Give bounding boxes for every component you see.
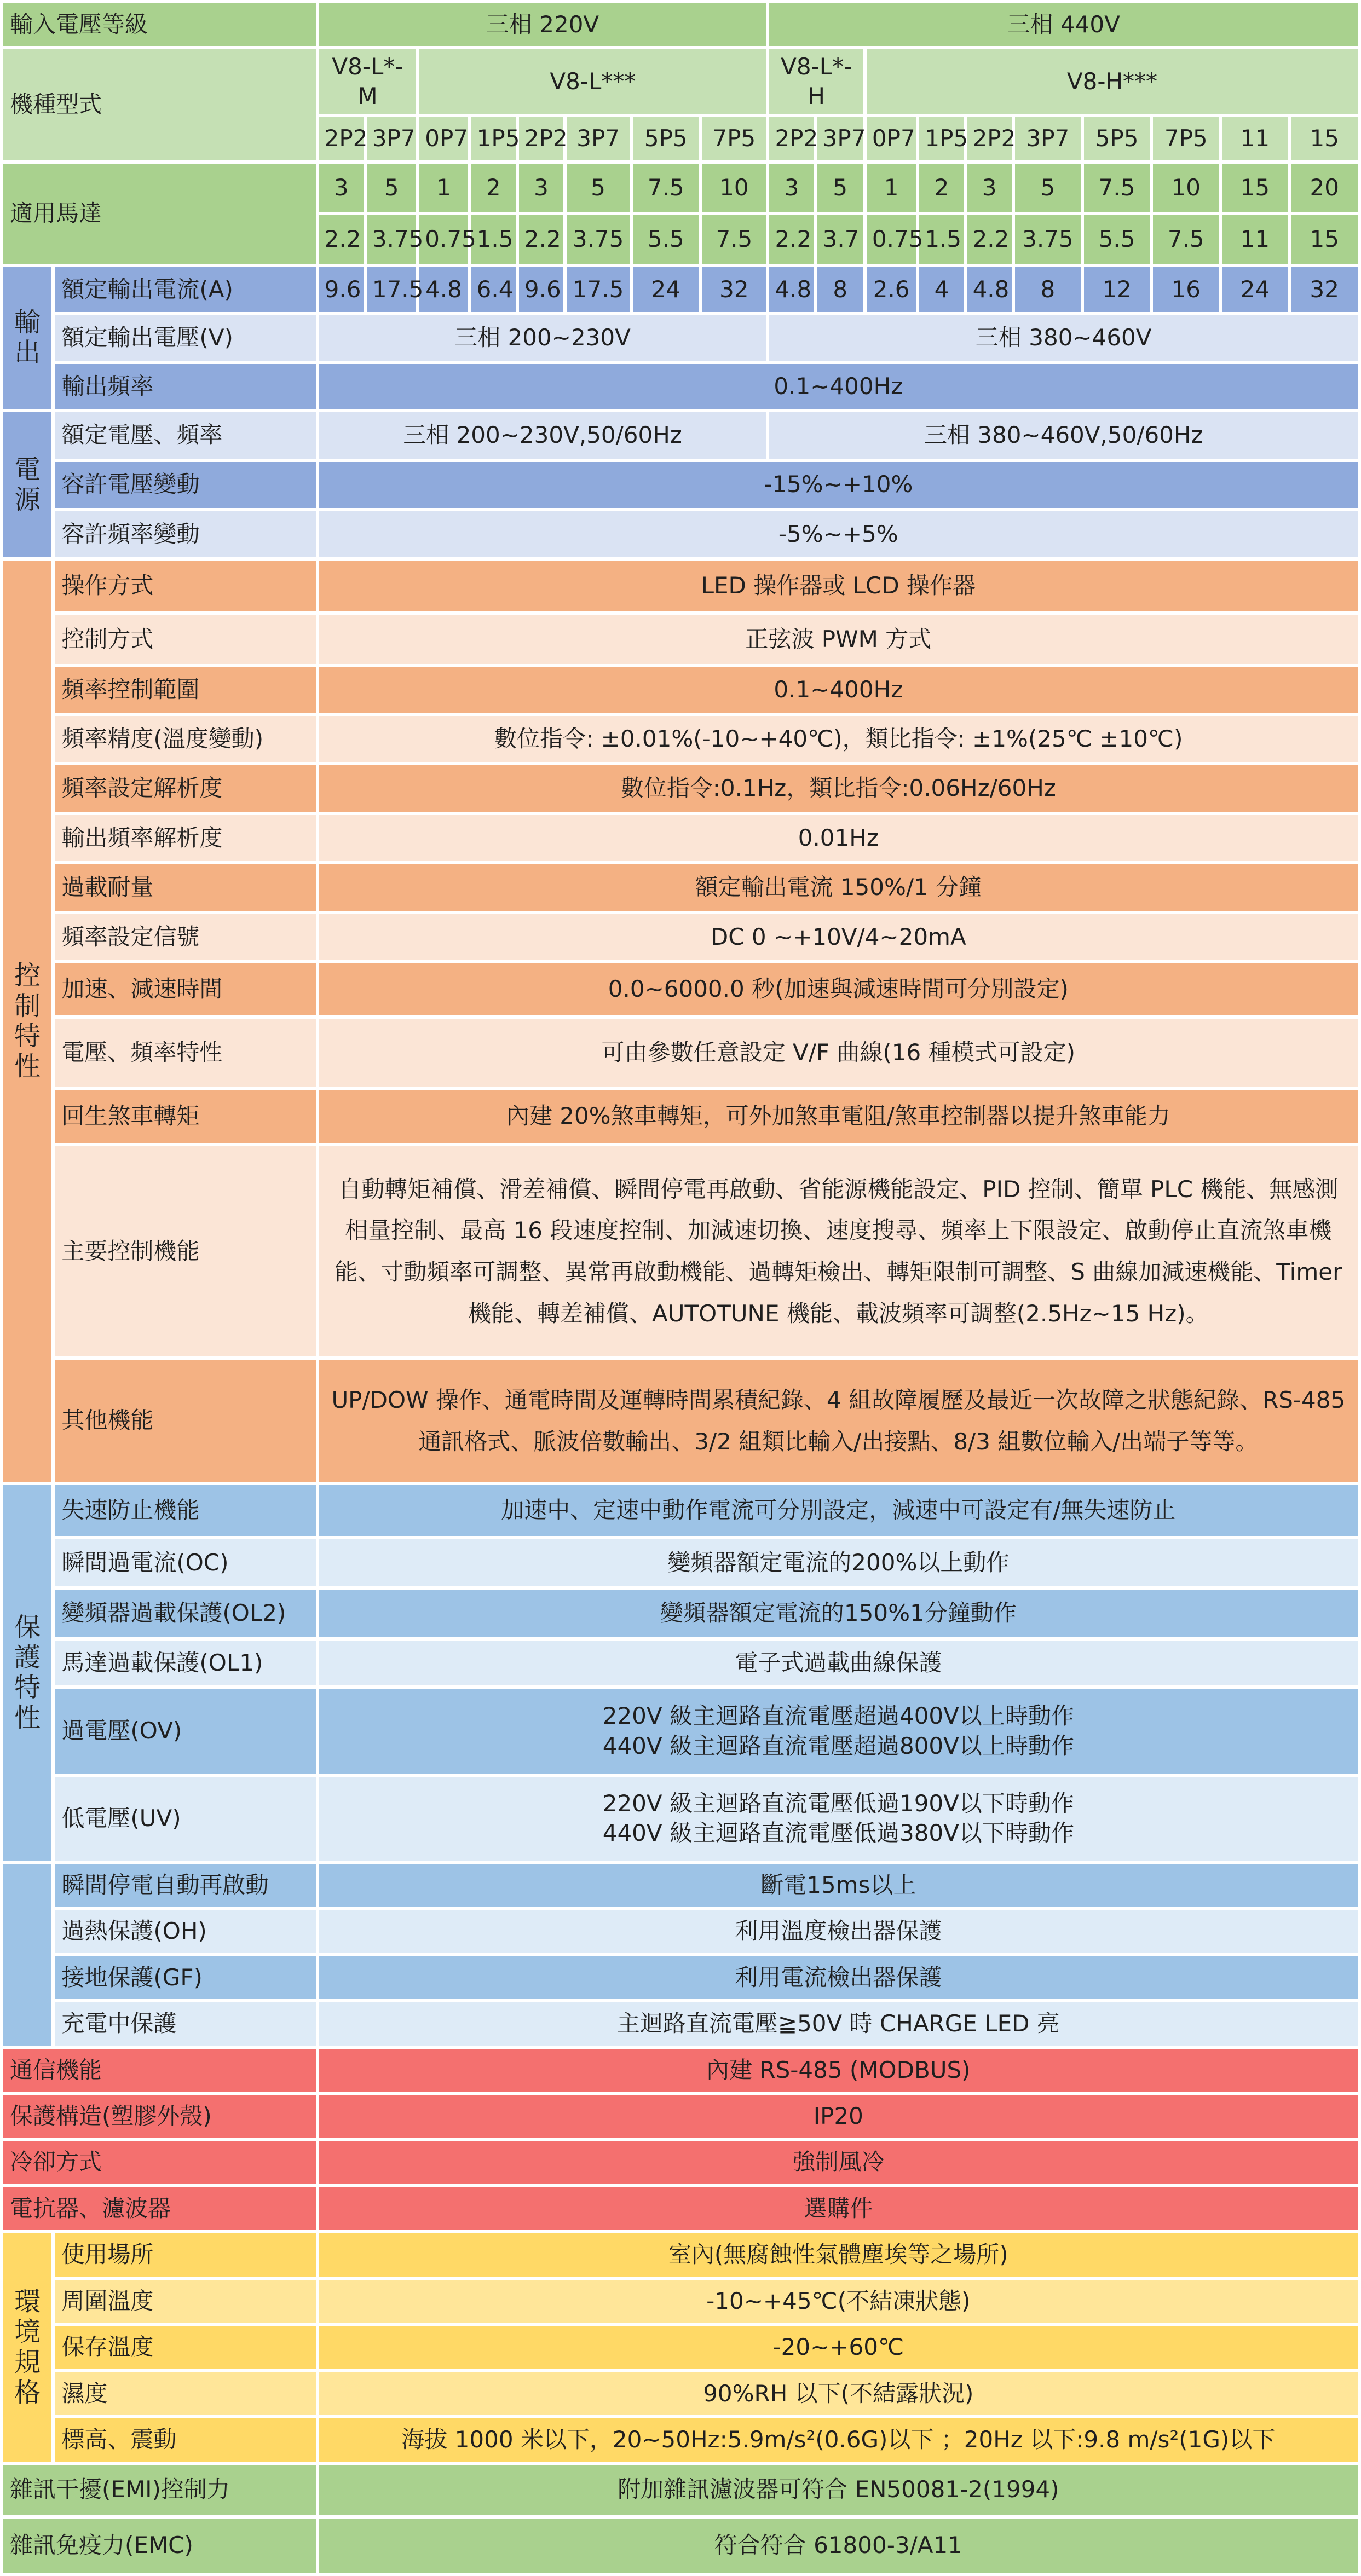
power-freq-var-value: -5%~+5% [318,510,1359,559]
output-current-label: 額定輸出電流(A) [53,265,317,314]
control-label: 過載耐量 [53,863,317,912]
hp-cell: 3 [966,162,1013,213]
kw-cell: 2.2 [318,213,365,265]
protection-row [2,1775,1359,1862]
emc-value: 符合符合 61800-3/A11 [318,2517,1359,2574]
protection-row [2,1639,1359,1687]
emi-value: 附加雜訊濾波器可符合 EN50081-2(1994) [318,2463,1359,2517]
misc-value: 選購件 [318,2186,1359,2232]
control-value: UP/DOW 操作、通電時間及運轉時間累積紀錄、4 組故障履歷及最近一次故障之狀態紀錄、RS-485 通訊格式、脈波倍數輸出、3/2 組類比輸入/出接點、8/3 組數位輸入/出端子等等。 [318,1358,1359,1483]
kw-cell: 15 [1290,213,1359,265]
protection2-value: 利用溫度檢出器保護 [318,1908,1359,1954]
model-cell: 5P5 [631,115,700,161]
environment-label: 使用場所 [53,2232,317,2278]
uv-220-line: 220V 級主迴路直流電壓低過190V以下時動作 [602,1789,1074,1817]
power-rated-220: 三相 200~230V,50/60Hz [318,411,768,460]
power-volt-var-row [2,460,1359,510]
model-cell: 11 [1220,115,1289,161]
control-row [2,1358,1359,1483]
misc-value: 強制風冷 [318,2139,1359,2185]
protection2-row [2,1862,1359,1908]
hp-cell: 1 [865,162,918,213]
model-cell: 0P7 [418,115,469,161]
hp-cell: 5 [565,162,631,213]
hp-cell: 3 [318,162,365,213]
hp-cell: 5 [1013,162,1082,213]
current-cell: 4 [918,265,965,314]
environment-row [2,2371,1359,2417]
voltage-220-header: 三相 220V [318,2,768,48]
protection2-label: 充電中保護 [53,2001,317,2047]
current-cell: 24 [1220,265,1289,314]
hp-cell: 2 [918,162,965,213]
environment-label: 濕度 [53,2371,317,2417]
environment-value: 90%RH 以下(不結露狀況) [318,2371,1359,2417]
control-value: 額定輸出電流 150%/1 分鐘 [318,863,1359,912]
control-row [2,1088,1359,1145]
current-cell: 8 [816,265,865,314]
current-cell: 24 [631,265,700,314]
kw-cell: 0.75 [418,213,469,265]
environment-row [2,2417,1359,2463]
control-row [2,863,1359,912]
environment-row [2,2278,1359,2324]
protection-value-multi [318,1687,1359,1775]
control-row [2,962,1359,1017]
control-row [2,714,1359,764]
kw-cell: 1.5 [470,213,517,265]
hp-cell: 5 [365,162,418,213]
environment-value: 室內(無腐蝕性氣體塵埃等之場所) [318,2232,1359,2278]
voltage-440-header: 三相 440V [768,2,1359,48]
environment-section-label: 環境規格 [2,2232,53,2463]
misc-value: IP20 [318,2093,1359,2139]
protection-section-label: 保護特性 [2,1483,53,1862]
model-cell: 15 [1290,115,1359,161]
series-cell: V8-H*** [865,48,1359,115]
output-voltage-label: 額定輸出電壓(V) [53,314,317,362]
ov-440-line: 440V 級主迴路直流電壓超過800V以上時動作 [602,1732,1074,1759]
kw-cell: 5.5 [1082,213,1151,265]
environment-row [2,2232,1359,2278]
current-cell: 4.8 [966,265,1013,314]
kw-cell: 2.2 [517,213,565,265]
model-cell: 7P5 [700,115,768,161]
control-value: 0.1~400Hz [318,666,1359,714]
current-cell: 4.8 [768,265,815,314]
protection2-value: 利用電流檢出器保護 [318,1955,1359,2001]
control-value: 可由參數任意設定 V/F 曲線(16 種模式可設定) [318,1017,1359,1089]
protection-row [2,1483,1359,1538]
protection-value: 電子式過載曲線保護 [318,1639,1359,1687]
kw-cell: 2.2 [966,213,1013,265]
control-value: 內建 20%煞車轉矩，可外加煞車電阻/煞車控制器以提升煞車能力 [318,1088,1359,1145]
control-row [2,912,1359,962]
model-label: 機種型式 [2,48,318,161]
hp-cell: 3 [517,162,565,213]
series-cell: V8-L*-H [768,48,864,115]
kw-cell: 3.75 [565,213,631,265]
control-row [2,813,1359,863]
environment-label: 標高、震動 [53,2417,317,2463]
control-row [2,1145,1359,1358]
control-label: 回生煞車轉矩 [53,1088,317,1145]
hp-cell: 3 [768,162,815,213]
control-label: 頻率設定信號 [53,912,317,962]
control-value: 自動轉矩補償、滑差補償、瞬間停電再啟動、省能源機能設定、PID 控制、簡單 PLC 機能、無感測相量控制、最高 16 段速度控制、加減速切換、速度搜尋、頻率上下限設定、啟動停止直流煞車機能、寸動頻率可調整、異常再啟動機能、過轉矩檢出、轉矩限制可調整、S 曲線加減速機能、Timer 機能、轉差補償、AUTOTUNE 機能、載波頻率可調整(2.5Hz~15 Hz)。 [318,1145,1359,1358]
output-voltage-row [2,314,1359,362]
control-section-label: 控制特性 [2,559,53,1483]
current-cell: 12 [1082,265,1151,314]
output-frequency-row [2,362,1359,411]
model-cell: 3P7 [565,115,631,161]
control-value: 0.01Hz [318,813,1359,863]
control-value: LED 操作器或 LCD 操作器 [318,559,1359,613]
series-cell: V8-L*-M [318,48,418,115]
output-voltage-440: 三相 380~460V [768,314,1359,362]
misc-label: 通信機能 [2,2047,318,2093]
emi-label: 雜訊干擾(EMI)控制力 [2,2463,318,2517]
emc-label: 雜訊免疫力(EMC) [2,2517,318,2574]
current-cell: 8 [1013,265,1082,314]
protection-value: 變頻器額定電流的200%以上動作 [318,1538,1359,1588]
control-value: DC 0 ~+10V/4~20mA [318,912,1359,962]
protection2-row [2,2001,1359,2047]
model-cell: 3P7 [1013,115,1082,161]
power-rated-row [2,411,1359,460]
misc-row [2,2093,1359,2139]
protection2-section [2,1862,53,2047]
control-label: 主要控制機能 [53,1145,317,1358]
misc-row [2,2186,1359,2232]
hp-cell: 1 [418,162,469,213]
model-cell: 1P5 [470,115,517,161]
misc-row [2,2139,1359,2185]
protection-label: 瞬間過電流(OC) [53,1538,317,1588]
control-label: 電壓、頻率特性 [53,1017,317,1089]
uv-440-line: 440V 級主迴路直流電壓低過380V以下時動作 [602,1820,1074,1847]
hp-cell: 2 [470,162,517,213]
kw-cell: 3.7 [816,213,865,265]
protection-label: 失速防止機能 [53,1483,317,1538]
power-freq-var-row [2,510,1359,559]
model-cell: 2P2 [768,115,815,161]
protection-row [2,1588,1359,1638]
control-value: 數位指令: ±0.01%(-10~+40℃)，類比指令: ±1%(25℃ ±10℃) [318,714,1359,764]
current-cell: 17.5 [365,265,418,314]
control-row [2,613,1359,666]
protection-row [2,1538,1359,1588]
control-label: 操作方式 [53,559,317,613]
kw-cell: 2.2 [768,213,815,265]
motor-label: 適用馬達 [10,199,102,227]
control-row [2,559,1359,613]
control-row [2,666,1359,714]
protection2-row [2,1908,1359,1954]
kw-cell: 7.5 [1151,213,1220,265]
protection2-value: 斷電15ms以上 [318,1862,1359,1908]
hp-cell: 15 [1220,162,1289,213]
kw-cell: 0.75 [865,213,918,265]
protection2-label: 接地保護(GF) [53,1955,317,2001]
output-voltage-220: 三相 200~230V [318,314,768,362]
protection2-row [2,1955,1359,2001]
protection-label: 低電壓(UV) [53,1775,317,1862]
protection-value-multi [318,1775,1359,1862]
output-frequency-value: 0.1~400Hz [318,362,1359,411]
power-rated-label: 額定電壓、頻率 [53,411,317,460]
current-cell: 32 [1290,265,1359,314]
current-cell: 9.6 [318,265,365,314]
protection-label: 過電壓(OV) [53,1687,317,1775]
series-cell: V8-L*** [418,48,768,115]
power-section-label: 電源 [2,411,53,559]
misc-label: 保護構造(塑膠外殼) [2,2093,318,2139]
current-cell: 16 [1151,265,1220,314]
kw-cell: 11 [1220,213,1289,265]
model-cell: 2P2 [966,115,1013,161]
hp-cell: 7.5 [631,162,700,213]
control-row [2,764,1359,813]
kw-cell: 1.5 [918,213,965,265]
protection-value: 加速中、定速中動作電流可分別設定，減速中可設定有/無失速防止 [318,1483,1359,1538]
emi-row [2,2463,1359,2517]
control-label: 頻率精度(溫度變動) [53,714,317,764]
model-cell: 2P2 [318,115,365,161]
model-series-row [2,48,1359,115]
control-label: 頻率設定解析度 [53,764,317,813]
environment-label: 保存溫度 [53,2324,317,2370]
hp-cell: 10 [700,162,768,213]
control-label: 輸出頻率解析度 [53,813,317,863]
hp-cell: 7.5 [1082,162,1151,213]
power-volt-var-value: -15%~+10% [318,460,1359,510]
model-cell: 1P5 [918,115,965,161]
control-row [2,1017,1359,1089]
kw-cell: 3.75 [365,213,418,265]
model-cell: 7P5 [1151,115,1220,161]
environment-value: 海拔 1000 米以下，20~50Hz:5.9m/s²(0.6G)以下 ；20Hz 以下:9.8 m/s²(1G)以下 [318,2417,1359,2463]
control-label: 頻率控制範圍 [53,666,317,714]
power-freq-var-label: 容許頻率變動 [53,510,317,559]
power-rated-440: 三相 380~460V,50/60Hz [768,411,1359,460]
environment-label: 周圍溫度 [53,2278,317,2324]
model-cell: 0P7 [865,115,918,161]
hp-row [2,162,1359,213]
misc-row [2,2047,1359,2093]
misc-label: 電抗器、濾波器 [2,2186,318,2232]
control-label: 加速、減速時間 [53,962,317,1017]
protection-label: 馬達過載保護(OL1) [53,1639,317,1687]
current-cell: 2.6 [865,265,918,314]
current-cell: 17.5 [565,265,631,314]
protection2-value: 主迴路直流電壓≧50V 時 CHARGE LED 亮 [318,2001,1359,2047]
current-cell: 6.4 [470,265,517,314]
environment-row [2,2324,1359,2370]
control-value: 0.0~6000.0 秒(加速與減速時間可分別設定) [318,962,1359,1017]
protection-row [2,1687,1359,1775]
protection-value: 變頻器額定電流的150%1分鐘動作 [318,1588,1359,1638]
protection-label: 變頻器過載保護(OL2) [53,1588,317,1638]
model-cell: 3P7 [816,115,865,161]
motor-label-cell [2,162,318,265]
hp-cell: 10 [1151,162,1220,213]
control-value: 正弦波 PWM 方式 [318,613,1359,666]
output-section-label: 輸出 [2,265,53,411]
kw-cell: 5.5 [631,213,700,265]
environment-value: -10~+45℃(不結凍狀態) [318,2278,1359,2324]
current-cell: 4.8 [418,265,469,314]
output-frequency-label: 輸出頻率 [53,362,317,411]
protection2-label: 瞬間停電自動再啟動 [53,1862,317,1908]
model-cell: 5P5 [1082,115,1151,161]
ov-220-line: 220V 級主迴路直流電壓超過400V以上時動作 [602,1702,1074,1729]
protection2-label: 過熱保護(OH) [53,1908,317,1954]
current-cell: 9.6 [517,265,565,314]
power-volt-var-label: 容許電壓變動 [53,460,317,510]
output-current-row [2,265,1359,314]
kw-cell: 3.75 [1013,213,1082,265]
hp-cell: 20 [1290,162,1359,213]
model-cell: 2P2 [517,115,565,161]
environment-value: -20~+60℃ [318,2324,1359,2370]
control-label: 其他機能 [53,1358,317,1483]
input-voltage-label: 輸入電壓等級 [2,2,318,48]
model-cell: 3P7 [365,115,418,161]
misc-value: 內建 RS-485 (MODBUS) [318,2047,1359,2093]
emc-row [2,2517,1359,2574]
misc-label: 冷卻方式 [2,2139,318,2185]
current-cell: 32 [700,265,768,314]
hp-cell: 5 [816,162,865,213]
control-value: 數位指令:0.1Hz，類比指令:0.06Hz/60Hz [318,764,1359,813]
input-voltage-row [2,2,1359,48]
control-label: 控制方式 [53,613,317,666]
kw-cell: 7.5 [700,213,768,265]
